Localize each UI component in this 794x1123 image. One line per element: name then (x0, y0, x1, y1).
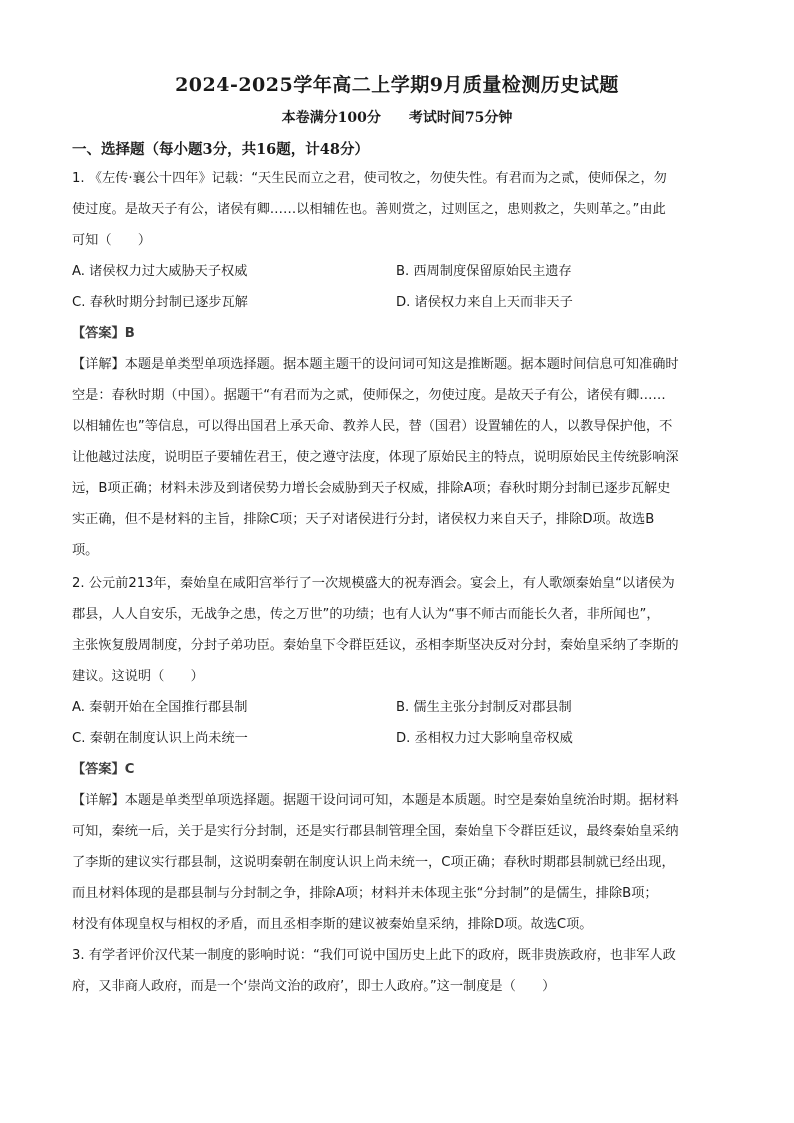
detail-line: 【详解】本题是单类型单项选择题。据题干设问词可知，本题是本质题。时空是秦始皇统治时期。据材料 (72, 793, 679, 808)
detail-line: 远，B项正确；材料未涉及到诸侯势力增长会威胁到天子权威，排除A项；春秋时期分封制已逐步瓦解史 (72, 481, 671, 496)
detail-line: 项。 (72, 543, 99, 558)
option-d: D. 丞相权力过大影响皇帝权威 (396, 731, 573, 746)
detail-line: 【详解】本题是单类型单项选择题。据本题主题干的设问词可知这是推断题。据本题时间信息可知准确时 (72, 357, 679, 372)
question-stem-line: 1. 《左传·襄公十四年》记载：“天生民而立之君，使司牧之，勿使失性。有君而为之贰，使师保之，勿 (72, 171, 667, 186)
question-stem-line: 3. 有学者评价汉代某一制度的影响时说：“我们可说中国历史上此下的政府，既非贵族政府，也非军人政 (72, 948, 676, 963)
option-d: D. 诸侯权力来自上天而非天子 (396, 295, 573, 310)
question-2 (72, 568, 724, 940)
question-stem-line: 可知（ ） (72, 233, 152, 248)
detail-line: 实正确，但不是材料的主旨，排除C项；天子对诸侯进行分封，诸侯权力来自天子，排除D项。故选B (72, 512, 655, 527)
exam-info (0, 107, 794, 127)
question-stem-line: 2. 公元前213年，秦始皇在咸阳宫举行了一次规模盛大的祝寿酒会。宴会上，有人歌颂秦始皇“以诸侯为 (72, 576, 675, 591)
detail-line: 让他越过法度，说明臣子要辅佐君王，使之遵守法度，体现了原始民主的特点，说明原始民主传统影响深 (72, 450, 679, 465)
options-grid (72, 692, 724, 754)
option-c: C. 春秋时期分封制已逐步瓦解 (72, 295, 248, 310)
option-c: C. 秦朝在制度认识上尚未统一 (72, 731, 248, 746)
option-a: A. 诸侯权力过大威胁天子权威 (72, 264, 248, 279)
detail-line: 可知，秦统一后，关于是实行分封制，还是实行郡县制管理全国，秦始皇下令群臣廷议，最终秦始皇采纳 (72, 824, 679, 839)
time-limit-text: 考试时间75分钟 (408, 110, 513, 126)
question-stem-line: 主张恢复殷周制度，分封子弟功臣。秦始皇下令群臣廷议，丞相李斯坚决反对分封，秦始皇采纳了李斯的 (72, 638, 679, 653)
detail-line: 以相辅佐也”等信息，可以得出国君上承天命、教养人民，替（国君）设置辅佐的人，以教导保护他，不 (72, 419, 673, 434)
detail-line: 了李斯的建议实行郡县制，这说明秦朝在制度认识上尚未统一，C项正确；春秋时期郡县制就已经出现， (72, 855, 675, 870)
question-stem-line: 建议。这说明（ ） (72, 669, 204, 684)
document-title: 2024-2025学年高二上学期9月质量检测历史试题 (175, 74, 619, 96)
question-stem-line: 使过度。是故天子有公，诸侯有卿……以相辅佐也。善则赏之，过则匡之，患则救之，失则革之。”由此 (72, 202, 666, 217)
section-heading: 一、选择题（每小题3分，共16题，计48分） (72, 141, 369, 158)
question-stem-line: 府，又非商人政府，而是一个‘崇尚文治的政府’，即士人政府。”这一制度是（ ） (72, 979, 556, 994)
question-stem-line: 郡县，人人自安乐，无战争之患，传之万世”的功绩；也有人认为“事不师古而能长久者，非所闻也”， (72, 607, 660, 622)
detail-line: 而且材料体现的是郡县制与分封制之争，排除A项；材料并未体现主张“分封制”的是儒生，排除B项； (72, 886, 658, 901)
option-b: B. 儒生主张分封制反对郡县制 (396, 700, 572, 715)
option-b: B. 西周制度保留原始民主遗存 (396, 264, 572, 279)
detail-line: 空是：春秋时期（中国）。据题干“有君而为之贰，使师保之，勿使过度。是故天子有公，诸侯有卿…… (72, 388, 666, 403)
option-a: A. 秦朝开始在全国推行郡县制 (72, 700, 248, 715)
options-grid (72, 256, 724, 318)
question-1 (72, 163, 724, 566)
question-3 (72, 940, 724, 1002)
full-score-text: 本卷满分100分 (281, 110, 381, 126)
answer-text: 【答案】C (72, 762, 135, 777)
answer-text: 【答案】B (72, 326, 135, 341)
detail-line: 材没有体现皇权与相权的矛盾，而且丞相李斯的建议被秦始皇采纳，排除D项。故选C项。 (72, 917, 593, 932)
